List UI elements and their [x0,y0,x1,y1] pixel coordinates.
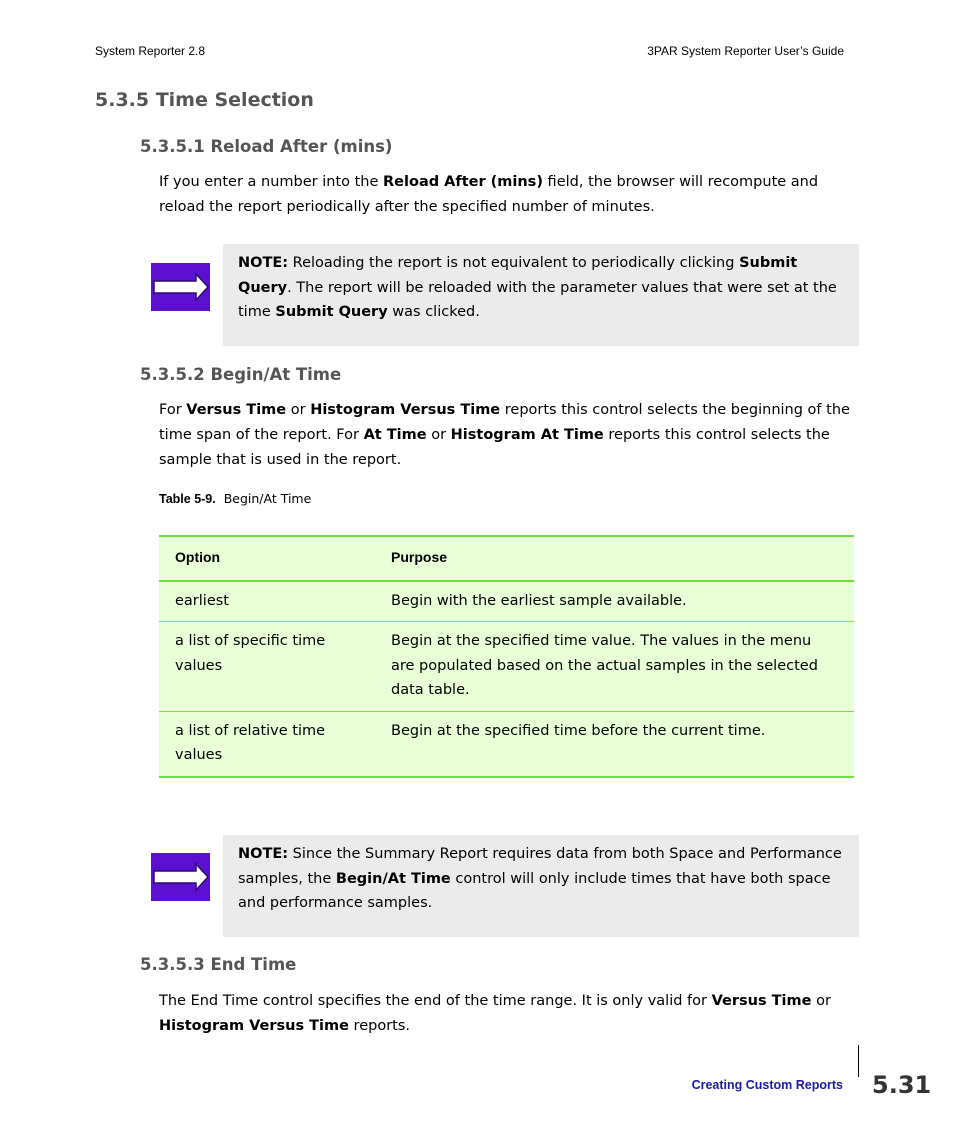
note-summary-text: NOTE: Since the Summary Report requires data from both Space and Performance samples, the Begin/At Time control will only include times that have both space and performance samples. [238,846,842,911]
note-arrow-icon [151,853,210,901]
subsection-title-end: 5.3.5.3 End Time [140,955,297,974]
table-header-purpose: Purpose [375,536,854,581]
end-paragraph: The End Time control specifies the end of the time range. It is only valid for Versus Time or Histogram Versus Time reports. [159,993,831,1034]
footer-chapter-link[interactable]: Creating Custom Reports [691,1078,843,1092]
page-number: 5.31 [872,1071,932,1099]
table-cell-purpose: Begin with the earliest sample available. [375,581,854,622]
table-cell-option: a list of specific time values [159,622,375,712]
table-row [159,581,854,622]
subsection-title-reload: 5.3.5.1 Reload After (mins) [140,137,393,156]
table-cell-purpose: Begin at the specified time value. The values in the menu are populated based on the actual samples in the selected data table. [375,622,854,712]
note-reload-text: NOTE: Reloading the report is not equivalent to periodically clicking Submit Query. The report will be reloaded with the parameter values that were set at the time Submit Query was clicked. [238,255,837,320]
table-header-option: Option [159,536,375,581]
table-cell-purpose: Begin at the specified time before the current time. [375,711,854,777]
table-header-row [159,536,854,581]
begin-at-time-table [159,535,854,778]
table-cell-option: a list of relative time values [159,711,375,777]
table-row [159,711,854,777]
note-reload [223,244,859,346]
section-title: 5.3.5 Time Selection [95,89,314,111]
running-header-right: 3PAR System Reporter User’s Guide [647,44,844,58]
table-row [159,622,854,712]
footer-divider [858,1045,859,1077]
reload-paragraph: If you enter a number into the Reload After (mins) field, the browser will recompute and reload the report periodically after the specified number of minutes. [159,174,819,215]
table-cell-option: earliest [159,581,375,622]
table-caption: Table 5-9. Begin/At Time [159,491,312,506]
note-arrow-icon [151,263,210,311]
note-summary [223,835,859,937]
running-header-left: System Reporter 2.8 [95,44,206,58]
subsection-title-begin: 5.3.5.2 Begin/At Time [140,365,342,384]
begin-paragraph: For Versus Time or Histogram Versus Time reports this control selects the beginning of the time span of the report. For At Time or Histogram At Time reports this control selects the sample that is used in the report. [159,402,850,468]
